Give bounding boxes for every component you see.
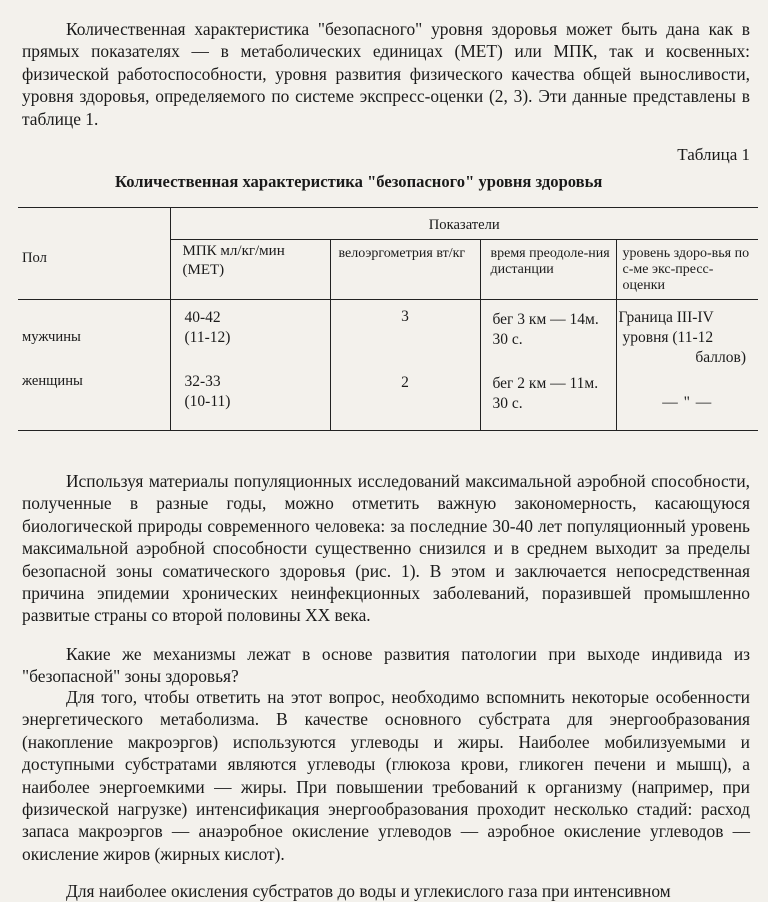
table-row	[18, 300, 758, 371]
row-time-seconds: 30 с.	[492, 395, 523, 412]
header-velo: велоэргометрия вт/кг	[330, 240, 480, 300]
row-mpk	[170, 300, 330, 371]
header-mpk: МПК мл/кг/мин (МЕТ)	[170, 240, 330, 300]
intro-paragraph: Количественная характеристика "безопасного" уровня здоровья может быть дана как в прямых показателях — в метаболических единицах (МЕТ) или МПК, так и косвенных: физической работоспособности, уровня развития физического качества общей выносливости, уровня здоровья, определяемого по системе экспресс-оценки (2, 3). Эти данные представлены в таблице 1.	[22, 19, 750, 129]
row-level: — " —	[616, 370, 758, 430]
row-mpk-met: (11-12)	[184, 329, 231, 346]
header-indicators: Показатели	[170, 208, 758, 240]
row-time-distance: бег 2 км — 11м.	[492, 375, 599, 392]
row-velo: 2	[330, 370, 480, 430]
table-label: Таблица 1	[677, 145, 750, 164]
health-table	[18, 207, 758, 431]
paragraph-question: Какие же механизмы лежат в основе развития патологии при выходе индивида из "безопасной" зоны здоровья?	[22, 644, 750, 687]
header-level: уровень здоро-вья по с-ме экс-пресс-оценки	[616, 240, 758, 300]
row-time	[480, 300, 616, 371]
row-mpk-met: (10-11)	[184, 393, 231, 410]
paragraph-aerobic: Используя материалы популяционных исследований максимальной аэробной способности, полученные в разные годы, можно отметить важную закономерность, касающуюся биологической природы современного человека: за последние 30-40 лет популяционный уровень максимальной аэробной способности существенно снизился и в среднем выходит за пределы безопасной зоны соматического здоровья (рис. 1). В этом и заключается непосредственная причина эпидемии хронических неинфекционных заболеваний, поразившей промышленно развитые страны со второй половины XX века.	[22, 471, 750, 626]
row-mpk-value: 32-33	[184, 373, 221, 390]
table-row	[18, 370, 758, 430]
row-level-line3: баллов)	[695, 349, 746, 366]
row-sex: мужчины	[22, 329, 81, 345]
row-velo: 3	[330, 300, 480, 371]
paragraph-metabolism: Для того, чтобы ответить на этот вопрос, необходимо вспомнить некоторые особенности энергетического метаболизма. В качестве основного субстрата для энергообразования (накопление макроэргов) используются углеводы и жиры. Наиболее мобилизуемыми и доступными субстратами являются углеводы (глюкоза крови, гликоген печени и мышц), а наиболее энергоемкими — жиры. При повышении требований к организму (например, при физической нагрузке) интенсификация энергообразования проходит несколько стадий: расход запаса макроэргов — анаэробное окисление углеводов — аэробное окисление углеводов — окисление жиров (жирных кислот).	[22, 687, 750, 864]
header-sex: Пол	[18, 208, 170, 300]
row-mpk	[170, 370, 330, 430]
row-time-seconds: 30 с.	[492, 331, 523, 348]
row-mpk-value: 40-42	[184, 309, 221, 326]
row-time-distance: бег 3 км — 14м.	[492, 311, 599, 328]
row-time	[480, 370, 616, 430]
header-time: время преодоле-ния дистанции	[480, 240, 616, 300]
row-sex: женщины	[18, 370, 170, 430]
row-level	[616, 300, 758, 371]
paragraph-cutoff: Для наиболее окисления субстратов до воды и углекислого газа при интенсивном	[66, 881, 671, 901]
row-level-line2: уровня (11-12	[622, 329, 714, 346]
table-title: Количественная характеристика "безопасного" уровня здоровья	[115, 172, 603, 191]
row-level-line1: Граница III-IV	[618, 309, 714, 326]
